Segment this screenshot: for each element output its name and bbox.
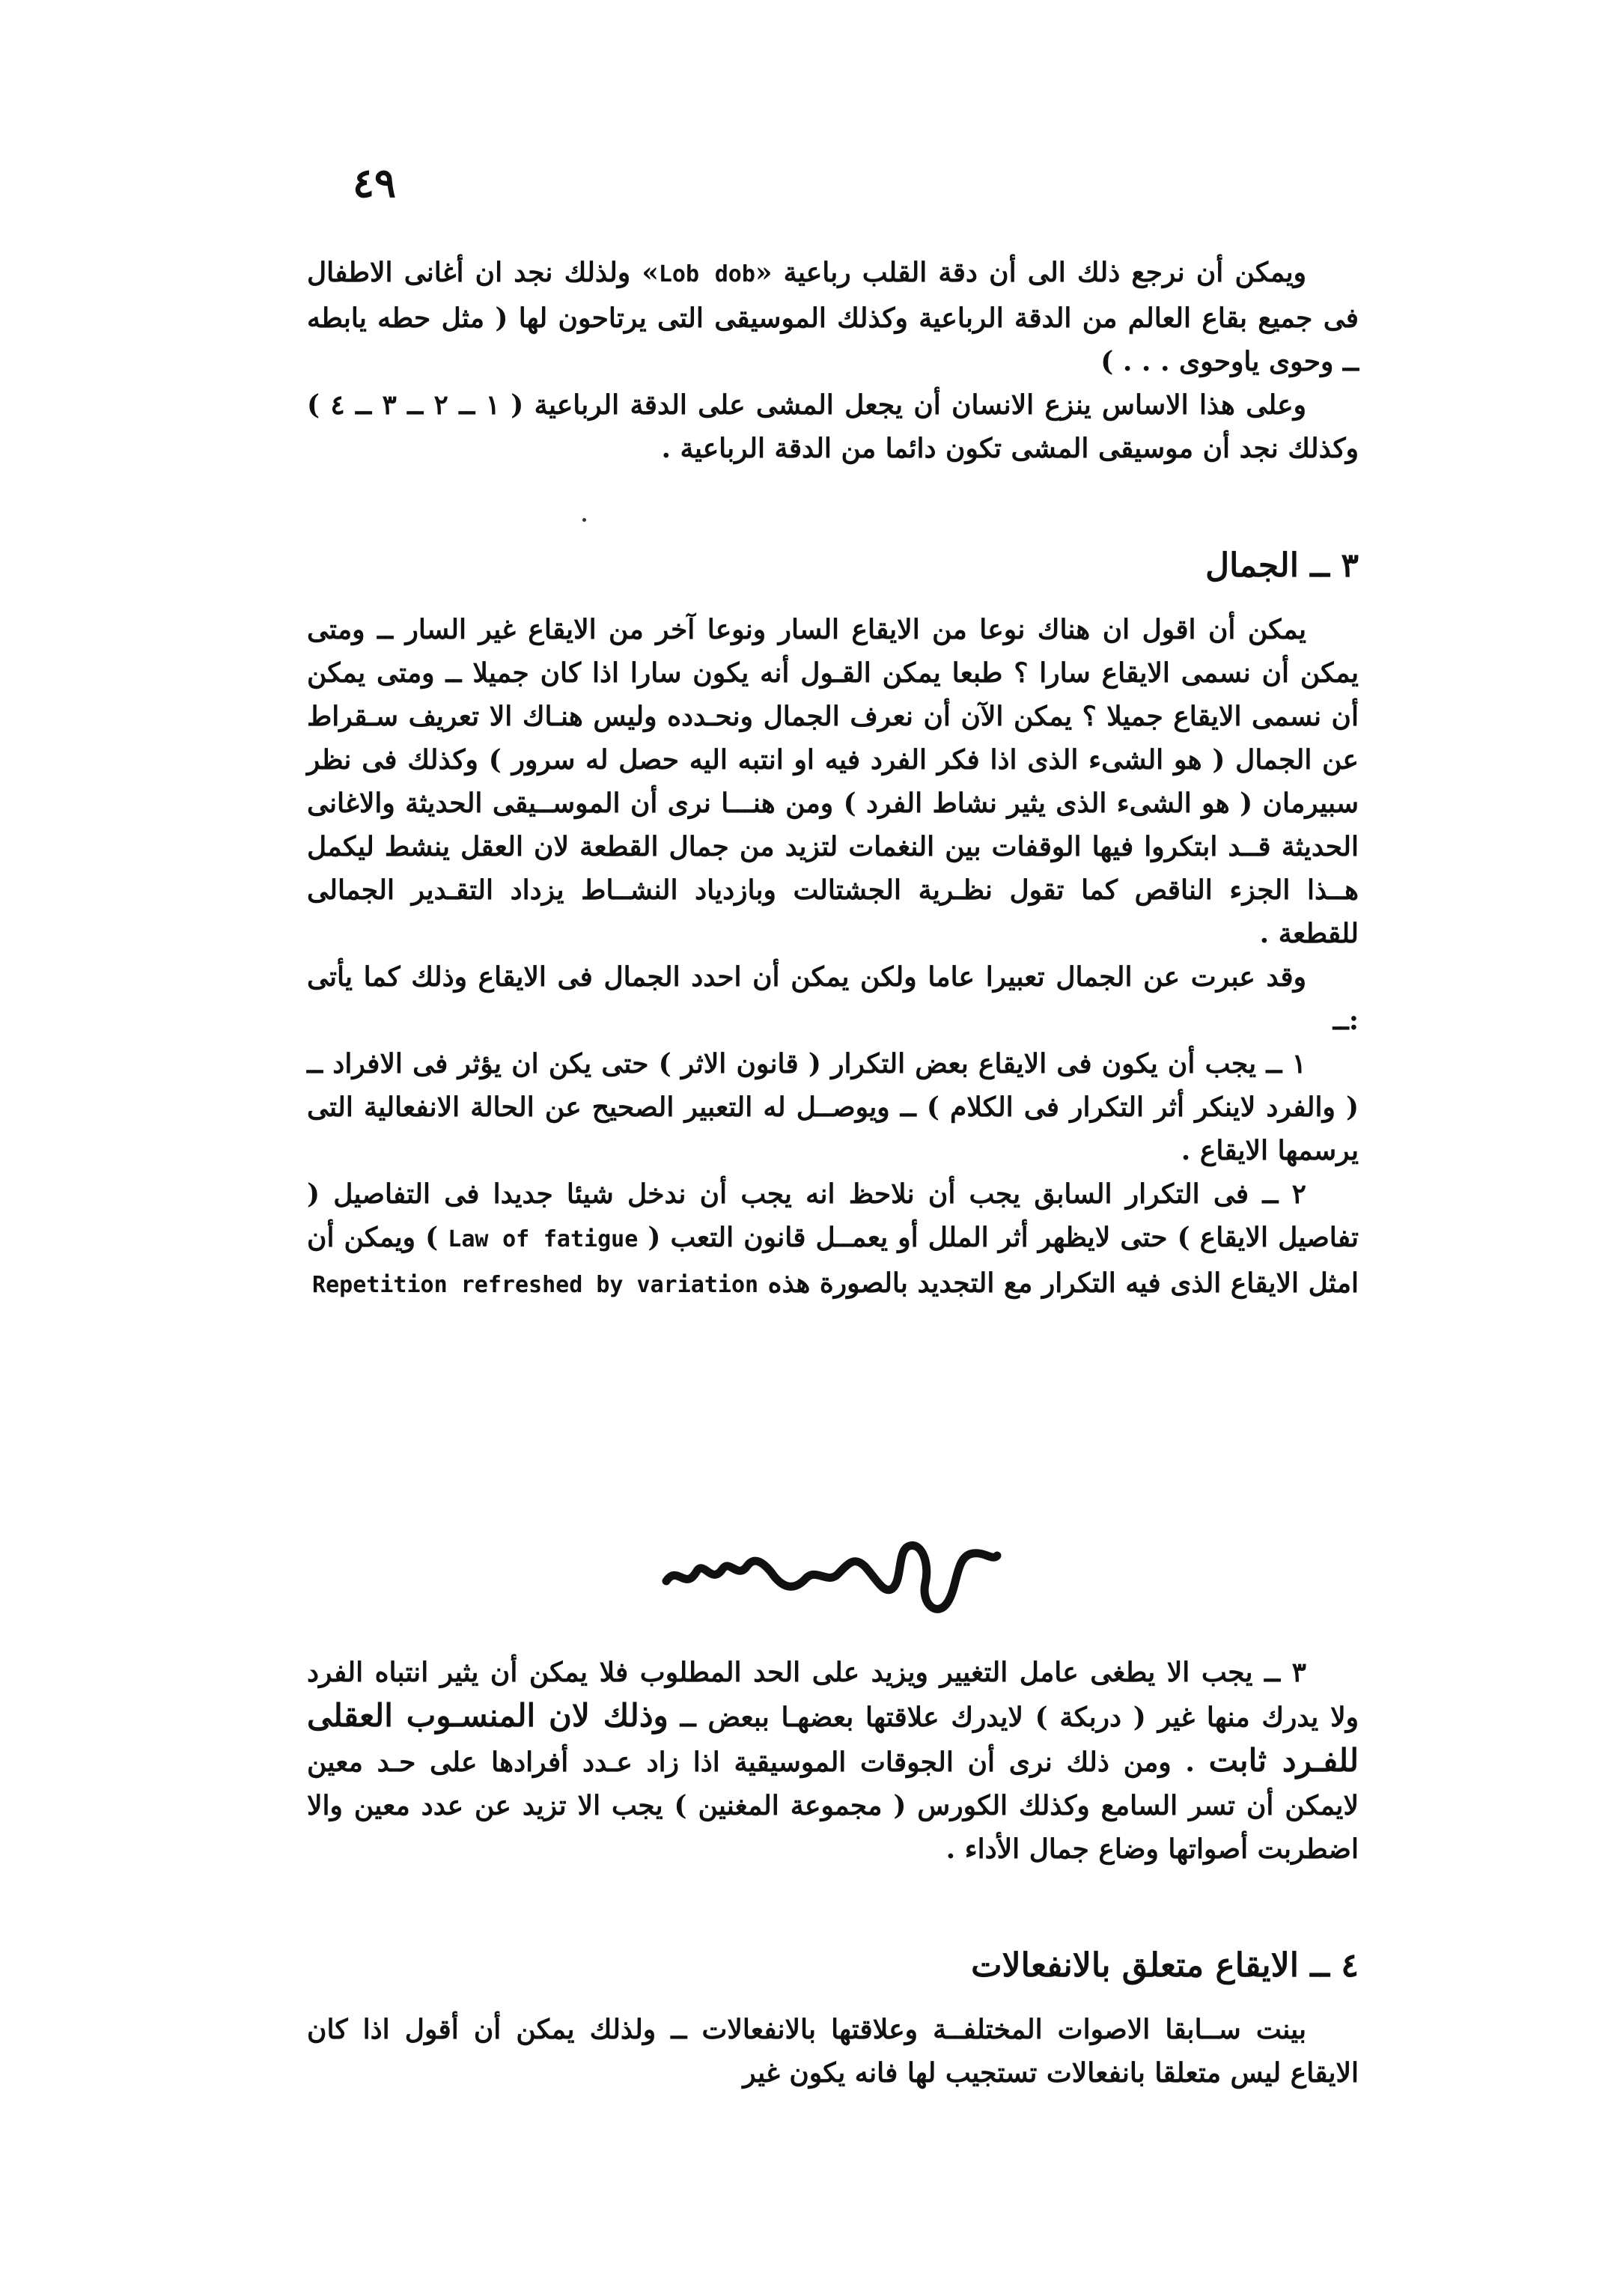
latin-term: Law of fatigue xyxy=(448,1226,639,1252)
paragraph: ويمكن أن نرجع ذلك الى أن دقة القلب رباعية «Lob dob» ولذلك نجد ان أغانى الاطفال فى جميع بقاع العالم من الدقة الرباعية وكذلك الموسيقى التى يرتاحون لها ( مثل حطه يابطه ــ وحوى ياوحوى . . . ) xyxy=(307,257,1359,377)
emphasized-phrase: وذلك لان المنسـوب العقلى للفـرد ثابت xyxy=(307,1697,1359,1779)
paragraph: وعلى هذا الاساس ينزع الانسان أن يجعل المشى على الدقة الرباعية ( ١ ــ ٢ ــ ٣ ــ ٤ ) وكذلك نجد أن موسيقى المشى تكون دائما من الدقة الرباعية . xyxy=(307,389,1359,464)
section-heading: ٤ ــ الايقاع متعلق بالانفعالات xyxy=(971,1946,1359,1985)
paragraph: ٣ ــ يجب الا يطغى عامل التغيير ويزيد على الحد المطلوب فلا يمكن أن يثير انتباه الفرد ولا يدرك منها غير ( دربكة ) لايدرك علاقتها بعضهـا ببعض ــ وذلك لان المنسـوب العقلى للفـرد ثابت . ومن ذلك نرى أن الجوقات الموسيقية اذا زاد عـدد أفرادها على حـد معين لايمكن أن تسر السامع وكذلك الكورس ( مجموعة المغنين ) يجب الا تزيد عن عدد معين والا اضطربت أصواتها وضاع جمال الأداء . xyxy=(307,1657,1359,1865)
paragraph: يمكن أن اقول ان هناك نوعا من الايقاع السار ونوعا آخر من الايقاع غير السار ــ ومتى يمكن أن نسمى الايقاع سارا ؟ طبعا يمكن القـول أنه يكون سارا اذا كان جميلا ــ ومتى يمكن أن نسمى الايقاع جميلا ؟ يمكن الآن أن نعرف الجمال ونحـدده وليس هنـاك الا تعريف سـقراط عن الجمال ( هو الشىء الذى اذا فكر الفرد فيه او انتبه اليه حصل له سرور ) وكذلك فى نظر سبيرمان ( هو الشىء الذى يثير نشاط الفرد ) ومن هنـــا نرى أن الموســيقى الحديثة والاغانى الحديثة قــد ابتكروا فيها الوقفات بين النغمات لتزيد من جمال القطعة لان العقل ينشط ليكمل هــذا الجزء الناقص كما تقول نظـرية الجشتالت وبازدياد النشــاط يزداد التقـدير الجمالى للقطعة . xyxy=(307,614,1359,949)
page-number: ٤٩ xyxy=(352,159,396,207)
scan-speck xyxy=(582,518,586,522)
section-3-text xyxy=(307,608,1359,1307)
section-heading: ٣ ــ الجمال xyxy=(1205,546,1359,585)
paragraph: بينت ســابقا الاصوات المختلفــة وعلاقتها بالانفعالات ــ ولذلك يمكن أن أقول اذا كان الايقاع ليس متعلقا بانفعالات تستجيب لها فانه يكون غير xyxy=(307,2014,1359,2089)
paragraph: ١ ــ يجب أن يكون فى الايقاع بعض التكرار ( قانون الاثر ) حتى يكن ان يؤثر فى الافراد ــ ( والفرد لاينكر أثر التكرار فى الكلام ) ــ ويوصــل له التعبير الصحيح عن الحالة الانفعالية التى يرسمها الايقاع . xyxy=(307,1048,1359,1166)
latin-term: Repetition refreshed by variation xyxy=(312,1272,759,1298)
paragraph: ٢ ــ فى التكرار السابق يجب أن نلاحظ انه يجب أن ندخل شيئا جديدا فى التفاصيل ( تفاصيل الايقاع ) حتى لايظهر أثر الملل أو يعمــل قانون التعب ( Law of fatigue ) ويمكن أن امثل الايقاع الذى فيه التكرار مع التجديد بالصورة هذه Repetition refreshed by variation xyxy=(307,1178,1359,1299)
paragraph: وقد عبرت عن الجمال تعبيرا عاما ولكن يمكن أن احدد الجمال فى الايقاع وذلك كما يأتى :ــ xyxy=(307,961,1359,1036)
section-4-text xyxy=(307,2008,1359,2095)
wavy-line-drawing-icon xyxy=(659,1520,1003,1624)
latin-term: Lob dob xyxy=(658,261,755,287)
section-1-text xyxy=(307,251,1359,470)
section-3b-text xyxy=(307,1651,1359,1871)
